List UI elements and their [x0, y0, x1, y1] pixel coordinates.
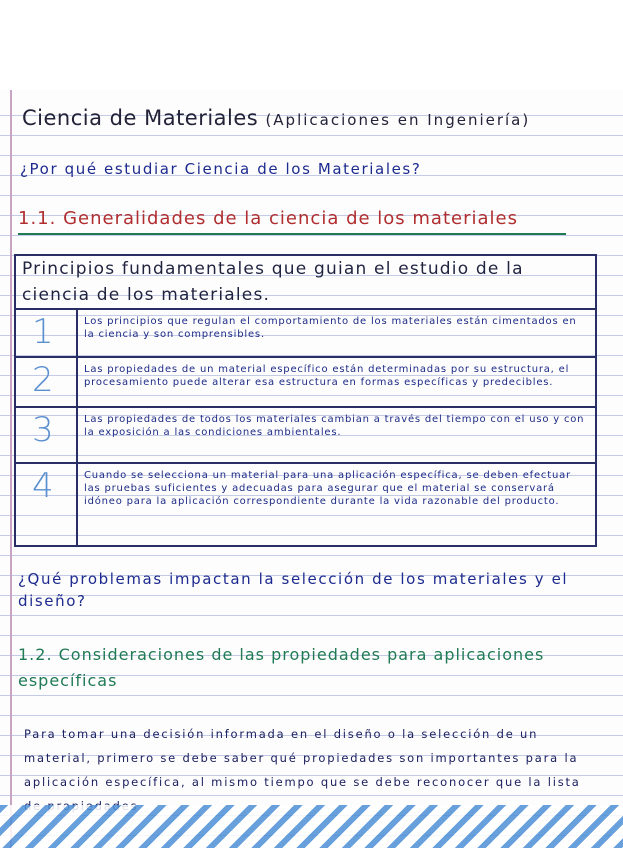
table-row — [16, 462, 595, 547]
row-number: 2 — [32, 360, 54, 400]
row-number-cell — [16, 358, 78, 408]
row-text: Los principios que regulan el comportamiento de los materiales están cimentados en la ciencia y son comprensibles. — [84, 316, 577, 340]
section-1-1-underline — [18, 233, 566, 235]
section-1-2-heading: 1.2. Consideraciones de las propiedades para aplicaciones específicas — [18, 645, 545, 690]
row-text: Cuando se selecciona un material para una aplicación específica, se deben efectuar las pruebas suficientes y adecuadas para asegurar que el material se conservará idóneo para la aplicación correspondiente durante la vida razonable del producto. — [84, 470, 571, 507]
row-text: Las propiedades de todos los materiales cambian a través del tiempo con el uso y con la exposición a las condiciones ambientales. — [84, 414, 585, 438]
row-number: 4 — [32, 466, 54, 506]
title-subtitle: (Aplicaciones en Ingeniería) — [265, 111, 531, 129]
page-title — [22, 106, 530, 130]
decorative-tape — [0, 805, 623, 848]
table-row — [16, 356, 595, 408]
notebook-page — [0, 90, 623, 848]
row-number-cell — [16, 310, 78, 358]
table-title: Principios fundamentales que guian el estudio de la ciencia de los materiales. — [22, 259, 524, 305]
question-why-study: ¿Por qué estudiar Ciencia de los Materiales? — [20, 160, 422, 178]
row-number: 3 — [32, 410, 54, 450]
principles-table — [14, 254, 597, 547]
section-1-1-heading — [18, 208, 518, 229]
question-problems: ¿Qué problemas impactan la selección de los materiales y el diseño? — [18, 570, 569, 610]
row-number-cell — [16, 464, 78, 547]
margin-line — [10, 90, 12, 848]
row-text: Las propiedades de un material específico están determinadas por su estructura, el procesamiento puede alterar esa estructura en formas específicas y predecibles. — [84, 364, 570, 388]
table-row — [16, 308, 595, 358]
title-main: Ciencia de Materiales — [22, 106, 259, 130]
row-number: 1 — [32, 312, 54, 352]
section-1-1-text: 1.1. Generalidades de la ciencia de los materiales — [18, 208, 518, 229]
row-number-cell — [16, 408, 78, 464]
table-row — [16, 406, 595, 464]
body-paragraph: Para tomar una decisión informada en el diseño o la selección de un material, primero se debe saber qué propiedades son importantes para la aplicación específica, al mismo tiempo que se debe reconocer que la lista — [24, 727, 581, 789]
